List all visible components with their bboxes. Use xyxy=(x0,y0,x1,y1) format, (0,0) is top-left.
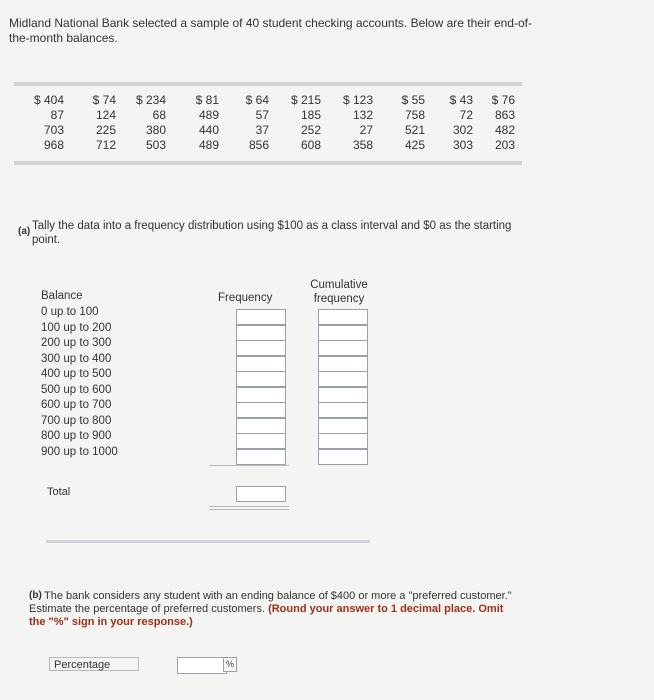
frequency-input[interactable] xyxy=(236,449,286,465)
frequency-input[interactable] xyxy=(236,402,286,418)
part-b-text: The bank considers any student with an ending balance of $400 or more a "preferred customer." Estimate the percentage of preferred customers. xyxy=(29,590,512,615)
frequency-input[interactable] xyxy=(236,340,286,356)
class-interval-label: 300 up to 400 xyxy=(41,352,112,365)
class-interval-label: 800 up to 900 xyxy=(41,430,112,442)
percentage-label: Percentage xyxy=(49,657,139,671)
balance-cell: 252 xyxy=(300,123,321,137)
class-interval-label: 700 up to 800 xyxy=(41,414,112,427)
frequency-input[interactable] xyxy=(236,309,286,325)
class-interval-label: 900 up to 1000 xyxy=(41,445,118,458)
col-balance-header: Balance xyxy=(41,290,83,302)
class-interval-label: 0 up to 100 xyxy=(41,306,99,318)
col-frequency-header: Frequency xyxy=(218,292,273,304)
section-divider xyxy=(46,540,370,543)
balance-cell: 521 xyxy=(404,123,425,137)
frequency-input[interactable] xyxy=(236,433,286,449)
balance-cell: 303 xyxy=(452,138,473,152)
class-interval-label: 600 up to 700 xyxy=(41,399,112,411)
table-top-rule xyxy=(14,82,522,86)
part-b-rounding-hint: (Round your answer to 1 decimal place. Omit the "%" sign in your response.) xyxy=(29,603,504,628)
balance-cell: 856 xyxy=(248,138,269,152)
percentage-input[interactable] xyxy=(177,657,227,674)
class-interval-label: 200 up to 300 xyxy=(41,337,112,349)
balance-cell: 482 xyxy=(494,123,515,137)
col-cumulative-header: Cumulative frequency xyxy=(310,279,368,305)
cumulative-frequency-input[interactable] xyxy=(318,449,368,465)
frequency-sum-line xyxy=(209,465,289,466)
balance-cell: 425 xyxy=(404,138,425,152)
balance-cell: $ 215 xyxy=(290,93,321,107)
table-bottom-rule xyxy=(14,161,522,165)
balance-cell: 968 xyxy=(43,138,64,152)
balance-cell: $ 76 xyxy=(491,93,515,107)
balance-cell: 27 xyxy=(359,123,373,137)
balance-cell: 380 xyxy=(145,123,166,137)
cumulative-frequency-input[interactable] xyxy=(318,387,368,403)
balance-cell: $ 123 xyxy=(342,93,373,107)
balances-row xyxy=(14,108,515,123)
balance-cell: 302 xyxy=(452,123,473,137)
balance-cell: 703 xyxy=(43,123,64,137)
balance-cell: 132 xyxy=(352,108,373,122)
balance-cell: 608 xyxy=(300,138,321,152)
cumulative-frequency-input[interactable] xyxy=(318,371,368,387)
balance-cell: 68 xyxy=(152,108,166,122)
part-b-letter: (b) xyxy=(29,590,42,601)
balance-cell: $ 74 xyxy=(92,93,116,107)
balance-cell: 185 xyxy=(300,108,321,122)
balance-cell: 203 xyxy=(494,138,515,152)
balance-cell: 503 xyxy=(145,138,166,152)
class-list xyxy=(41,305,118,460)
frequency-input[interactable] xyxy=(236,418,286,434)
balance-cell: 37 xyxy=(255,123,269,137)
percent-sign: % xyxy=(223,657,237,672)
frequency-input[interactable] xyxy=(236,371,286,387)
balance-cell: $ 234 xyxy=(135,93,166,107)
balance-cell: $ 81 xyxy=(195,93,219,107)
part-b-instructions xyxy=(29,590,519,629)
balances-row xyxy=(14,138,515,153)
total-double-line-1 xyxy=(209,506,289,507)
balances-row xyxy=(14,123,515,138)
problem-intro: Midland National Bank selected a sample of 40 student checking accounts. Below are their end-of-the-month balances. xyxy=(9,16,532,45)
cumulative-frequency-input[interactable] xyxy=(318,402,368,418)
balance-cell: 712 xyxy=(95,138,116,152)
balance-cell: $ 43 xyxy=(449,93,473,107)
cumulative-frequency-input[interactable] xyxy=(318,418,368,434)
part-a-instructions: Tally the data into a frequency distribution using $100 as a class interval and $0 as the starting point. xyxy=(32,220,512,246)
total-double-line-2 xyxy=(209,509,289,510)
balances-table xyxy=(14,93,515,153)
part-a-letter: (a) xyxy=(18,226,31,237)
class-interval-label: 400 up to 500 xyxy=(41,368,112,380)
balance-cell: 489 xyxy=(198,138,219,152)
balance-cell: 225 xyxy=(95,123,116,137)
frequency-input[interactable] xyxy=(236,387,286,403)
balance-cell: 124 xyxy=(95,108,116,122)
frequency-input[interactable] xyxy=(236,325,286,341)
balance-cell: 358 xyxy=(352,138,373,152)
cumulative-frequency-input[interactable] xyxy=(318,356,368,372)
balance-cell: 758 xyxy=(404,108,425,122)
balance-cell: 863 xyxy=(494,108,515,122)
total-label: Total xyxy=(47,486,71,498)
balance-cell: 57 xyxy=(255,108,269,122)
balance-cell: 87 xyxy=(50,108,64,122)
cumulative-frequency-input[interactable] xyxy=(318,325,368,341)
balance-cell: 489 xyxy=(198,108,219,122)
cumulative-frequency-input[interactable] xyxy=(318,340,368,356)
class-interval-label: 100 up to 200 xyxy=(41,321,112,334)
cumulative-frequency-input[interactable] xyxy=(318,433,368,449)
balance-cell: 72 xyxy=(459,108,473,122)
class-interval-label: 500 up to 600 xyxy=(41,383,112,396)
balance-cell: 440 xyxy=(198,123,219,137)
total-frequency-input[interactable] xyxy=(236,486,286,502)
balance-cell: $ 55 xyxy=(401,93,425,107)
frequency-input[interactable] xyxy=(236,356,286,372)
balance-cell: $ 64 xyxy=(245,93,269,107)
balances-row xyxy=(14,93,515,108)
balance-cell: $ 404 xyxy=(33,93,64,107)
cumulative-frequency-input[interactable] xyxy=(318,309,368,325)
